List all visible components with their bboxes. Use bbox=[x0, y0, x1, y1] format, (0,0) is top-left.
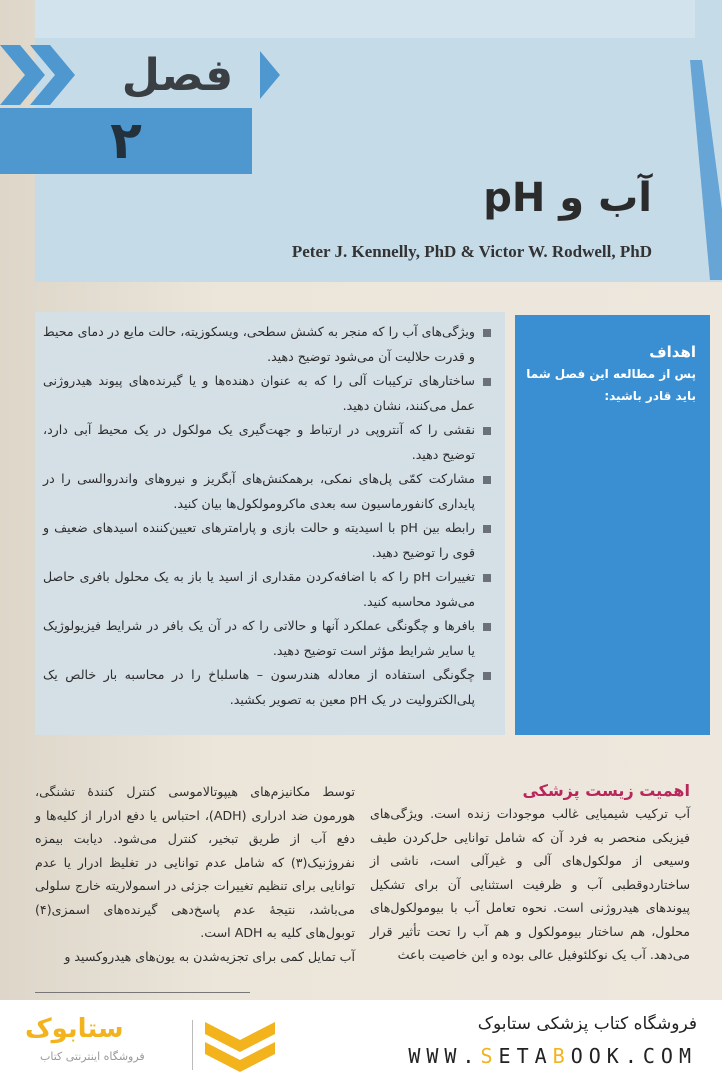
header-top-bar bbox=[35, 0, 695, 38]
text-column-left bbox=[35, 780, 355, 968]
objective-item: نقشی را که آنتروپی در ارتباط و جهت‌گیری یک مولکول در یک محیط آبی دارد، توضیح دهید. bbox=[43, 418, 493, 467]
section-paragraph: توسط مکانیزم‌های هیپوتالاموسی کنترل کنندهٔ تشنگی، هورمون ضد ادراری (ADH)، احتباس یا دفع ادرار از کلیه‌ها و دفع آب از طریق تبخیر، کنترل می‌شود. دیابت بیمزه نفروژنیک(۳) که شامل عدم توانایی در تغلیظ ادرار یا عدم توانایی برای تنظیم تغییرات جزئی در اسمولاریته خارج سلولی می‌باشد، نتیجهٔ عدم پاسخ‌دهی گیرنده‌های اسمزی(۴) توبول‌های کلیه به ADH است. bbox=[35, 784, 355, 940]
chapter-authors: Peter J. Kennelly, PhD & Victor W. Rodwell, PhD bbox=[291, 242, 652, 261]
objective-item: رابطه بین pH با اسیدیته و حالت بازی و پارامترهای تعیین‌کننده اسیدهای ضعیف و قوی را توضیح دهید. bbox=[43, 516, 493, 565]
section-paragraph: آب تمایل کمی برای تجزیه‌شدن به یون‌های هیدروکسید و bbox=[64, 948, 355, 964]
chapter-number: ۲ bbox=[110, 111, 142, 171]
store-logo-text: ستابوک bbox=[25, 1014, 124, 1044]
text-column-right bbox=[370, 780, 690, 967]
objective-item: ویژگی‌های آب را که منجر به کشش سطحی، ویسکوزیته، حالت مایع در دمای محیط و قدرت حلالیت آن می‌شود توضیح دهید. bbox=[43, 320, 493, 369]
objective-item: مشارکت کمّی پل‌های نمکی، برهمکنش‌های آبگریز و نیروهای واندروالسی را در پایداری کانفورماسیون سه بعدی ماکرومولکول‌ها بیان کنید. bbox=[43, 467, 493, 516]
store-name: فروشگاه کتاب پزشکی ستابوک bbox=[477, 1014, 697, 1034]
chapter-label: فصل bbox=[95, 45, 260, 105]
objective-item: تغییرات pH را که با اضافه‌کردن مقداری از اسید یا باز به یک محلول بافری حاصل می‌شود محاسبه کنید. bbox=[43, 565, 493, 614]
store-footer bbox=[0, 1000, 722, 1080]
setabook-chevron-logo-icon bbox=[205, 1022, 275, 1072]
footnote-divider bbox=[35, 992, 250, 993]
objectives-list bbox=[35, 312, 505, 735]
store-logo-subtitle: فروشگاه اینترنتی کتاب bbox=[40, 1050, 145, 1063]
objectives-intro: پس از مطالعه این فصل شما باید قادر باشید: bbox=[526, 367, 696, 403]
objective-item: ساختارهای ترکیبات آلی را که به عنوان دهنده‌ها و یا گیرنده‌های پیوند هیدروژنی عمل می‌کنند، نشان دهید. bbox=[43, 369, 493, 418]
chapter-number-box bbox=[0, 108, 252, 174]
chapter-title: آب و pH bbox=[483, 175, 652, 221]
logo-divider bbox=[192, 1020, 193, 1070]
section-heading: اهمیت زیست پزشکی bbox=[522, 781, 690, 800]
store-url[interactable]: WWW.SETABOOK.COM bbox=[408, 1044, 697, 1068]
section-paragraph: آب ترکیب شیمیایی غالب موجودات زنده است. ویژگی‌های فیزیکی منحصر به فرد آن که شامل توانایی حل‌کردن طیف وسیعی از مولکول‌های آلی و غیرآلی است، ناشی از ساختاردوقطبی آب و ظرفیت استثنایی آن برای تشکیل پیوندهای هیدروژنی است. نحوه تعامل آب با بیومولکول‌های محلول، هم ساختار بیومولکول و هم آب را تحت تأثیر قرار می‌دهد. آب یک نوکلئوفیل عالی بوده و این خاصیت باعث bbox=[370, 806, 690, 962]
objective-item: چگونگی استفاده از معادله هندرسون – هاسلباخ را در محاسبه بار خالص یک پلی‌الکترولیت در یک pH معین به تصویر بکشید. bbox=[43, 663, 493, 712]
objectives-heading: اهداف bbox=[649, 343, 696, 361]
objectives-box bbox=[515, 315, 710, 735]
objective-item: بافرها و چگونگی عملکرد آنها و حالاتی را که در آن یک بافر در شرایط فیزیولوژیک یا سایر شرایط مؤثر است توضیح دهید. bbox=[43, 614, 493, 663]
